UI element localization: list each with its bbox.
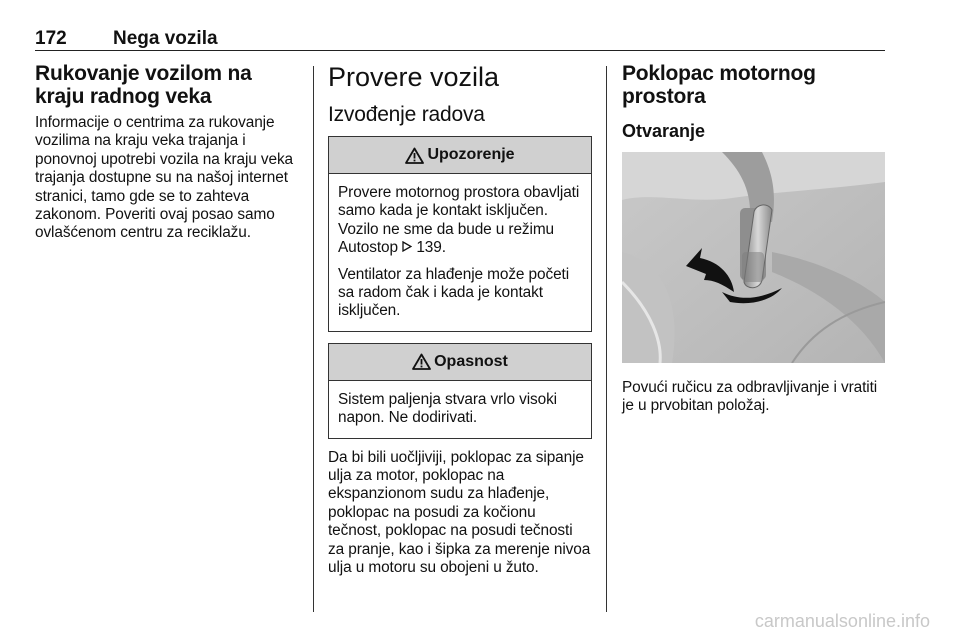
column-end-of-life [35,62,297,243]
warning-paragraph-1 [338,184,582,258]
danger-text: Sistem paljenja stvara vrlo visoki napon. Ne dodirivati. [338,390,557,427]
subsection-title-performing-work: Izvođenje radova [328,103,485,126]
page-number: 172 [35,28,67,49]
bonnet-release-lever-illustration [622,152,885,363]
end-of-life-text: Informacije o centrima za rukovanje vozilima na kraju veka trajanja i ponovnoj upotrebi vozila na kraju veka trajanja dostupne su na našoj internet stranici, tamo gde se to zahteva zakonom. Poveriti ovaj posao samo ovlašćenom centru za reciklažu. [35,114,294,242]
arrow-reference-icon [402,241,412,252]
danger-label: Opasnost [434,352,508,370]
subsection-title-opening: Otvaranje [622,121,706,141]
watermark: carmanualsonline.info [754,611,930,631]
column-vehicle-checks [328,62,592,578]
bonnet-opening-text: Povući ručicu za odbravljivanje i vratiti je u prvobitan položaj. [622,379,878,415]
column-divider [313,66,314,612]
danger-body [329,381,591,438]
warning-body [329,174,591,331]
warning-box [328,136,592,332]
warning-page-reference: 139. [416,239,446,257]
warning-paragraph-1-text: Provere motornog prostora obavljati samo kada je kontakt isključen. Vozilo ne sme da bude u režimu Autostop [338,184,580,257]
column-divider [606,66,607,612]
warning-header [329,137,591,174]
warning-triangle-icon [405,147,424,164]
column-bonnet [622,62,886,416]
chapter-title: Nega vozila [113,28,218,49]
yellow-caps-text: Da bi bili uočljiviji, poklopac za sipanje ulja za motor, poklopac na ekspanzionom sudu za hlađenje, poklopac na posudi za kočionu tečnost, poklopac na posudi tečnosti za pranje, kao i šipka za merenje nivoa ulja u motoru su obojeni u žuto. [328,448,591,577]
section-title-vehicle-checks: Provere vozila [328,62,500,92]
danger-box [328,343,592,439]
warning-triangle-icon [412,353,431,370]
page-header [35,28,885,51]
warning-paragraph-2: Ventilator za hlađenje može početi sa radom čak i kada je kontakt isključen. [338,265,570,320]
section-title-end-of-life: Rukovanje vozilom na kraju radnog veka [35,62,252,108]
section-title-bonnet: Poklopac motornog prostora [622,62,816,108]
danger-header [329,344,591,381]
warning-label: Upozorenje [427,146,515,163]
